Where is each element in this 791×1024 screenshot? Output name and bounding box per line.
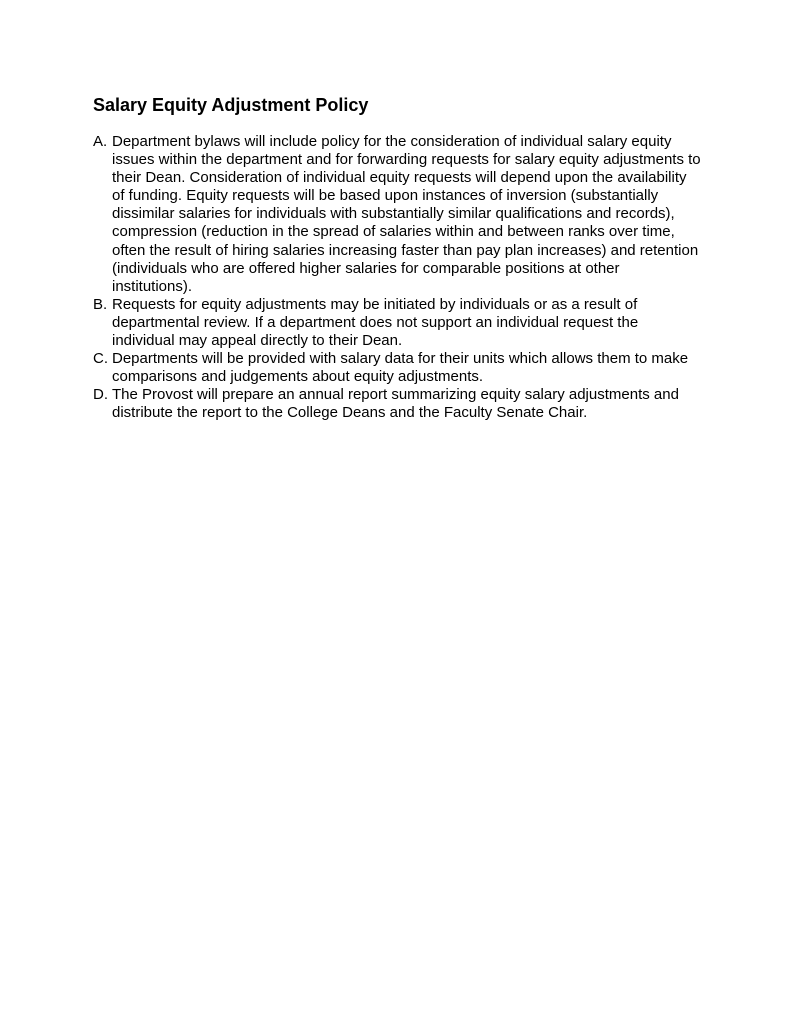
list-item-c (93, 350, 701, 386)
list-item-b (93, 296, 701, 350)
list-item-d (93, 386, 701, 422)
page-title: Salary Equity Adjustment Policy (93, 95, 369, 115)
list-item-text: The Provost will prepare an annual report summarizing equity salary adjustments and distribute the report to the College Deans and the Faculty Senate Chair. (112, 386, 679, 422)
list-item-letter: A. (93, 133, 108, 150)
list-item-text: Department bylaws will include policy for the consideration of individual salary equity issues within the department and for forwarding requests for salary equity adjustments to their Dean. Consideration of individual equity requests will depend upon the availability of funding. Equity requests will be based upon instances of inversion (substantially dissimilar salaries for individuals with substantially similar qualifications and records), compression (reduction in the spread of salaries within and between ranks over time, often the result of hiring salaries increasing faster than pay plan increases) and retention (individuals who are offered higher salaries for comparable positions at other institutions). (112, 133, 701, 295)
policy-list (93, 133, 701, 423)
list-item-text: Departments will be provided with salary data for their units which allows them to make comparisons and judgements about equity adjustments. (112, 350, 689, 386)
list-item-letter: C. (93, 350, 108, 368)
list-item-letter: B. (93, 295, 108, 313)
list-item-a (93, 133, 701, 296)
list-item-text: Requests for equity adjustments may be initiated by individuals or as a result of departmental review. If a department does not support an individual request the individual may appeal directly to their Dean. (112, 295, 639, 350)
list-item-letter: D. (93, 386, 108, 404)
